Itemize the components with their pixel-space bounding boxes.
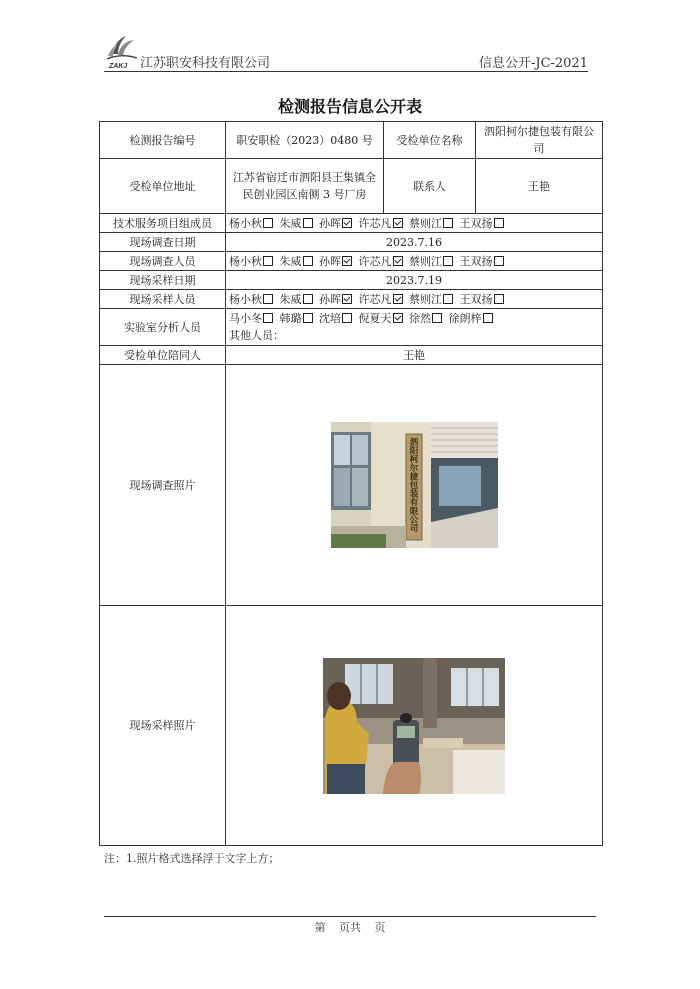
client-address-label: 受检单位地址 (100, 159, 226, 214)
sampling-staff-label: 现场采样人员 (100, 290, 226, 309)
staff-item (280, 312, 316, 325)
staff-name: 朱威 (279, 292, 302, 306)
checkbox-icon (263, 313, 273, 323)
checkbox-checked-icon (342, 294, 352, 304)
checkbox-icon (303, 313, 313, 323)
staff-name: 蔡则江 (409, 254, 442, 268)
staff-name: 王双扬 (459, 292, 493, 306)
staff-item (460, 293, 507, 306)
staff-item (409, 255, 456, 268)
contact-label: 联系人 (384, 159, 476, 214)
team-label: 技术服务项目组成员 (100, 214, 226, 233)
footer-divider (104, 916, 596, 917)
checkbox-icon (263, 218, 273, 228)
client-name-value: 泗阳柯尔捷包装有限公司 (476, 122, 603, 159)
checkbox-checked-icon (393, 313, 403, 323)
staff-name: 孙晖 (319, 216, 341, 230)
company-name: 江苏职安科技有限公司 (140, 56, 271, 71)
staff-item (319, 217, 355, 230)
staff-name: 韩璐 (279, 312, 302, 325)
survey-photo-label: 现场调查照片 (100, 365, 226, 606)
staff-item (229, 293, 276, 306)
staff-name: 朱威 (279, 254, 302, 268)
lab-staff-label: 实验室分析人员 (100, 309, 226, 346)
checkbox-checked-icon (393, 218, 403, 228)
staff-item (319, 312, 355, 325)
checkbox-icon (483, 313, 493, 323)
staff-name: 许芯凡 (358, 254, 392, 268)
survey-staff-label: 现场调查人员 (100, 252, 226, 271)
staff-item (280, 255, 316, 268)
staff-item (409, 293, 456, 306)
checkbox-icon (303, 294, 313, 304)
staff-item (319, 255, 355, 268)
staff-item (359, 255, 406, 268)
staff-item (319, 293, 355, 306)
sampling-photo-label: 现场采样照片 (100, 606, 226, 846)
staff-name: 许芯凡 (358, 216, 392, 230)
staff-item (280, 217, 316, 230)
sampling-photo-cell (226, 606, 603, 846)
svg-text:ZAKJ: ZAKJ (109, 63, 128, 70)
staff-name: 杨小秋 (229, 216, 262, 230)
sampling-date-value: 2023.7.19 (226, 271, 603, 290)
client-address-value: 江苏省宿迁市泗阳县王集镇全民创业园区南侧 3 号厂房 (226, 159, 384, 214)
checkbox-icon (494, 294, 504, 304)
report-no-value: 职安职检（2023）0480 号 (226, 122, 384, 159)
staff-name: 朱威 (279, 216, 302, 230)
staff-name: 王双扬 (459, 216, 493, 230)
team-members (226, 214, 603, 233)
company-logo (104, 32, 140, 70)
checkbox-icon (263, 256, 273, 266)
staff-item (229, 217, 276, 230)
document-number: 信息公开-JC-2021 (478, 56, 588, 71)
checkbox-icon (303, 256, 313, 266)
staff-name: 蔡则江 (409, 292, 442, 306)
header-divider (104, 71, 588, 72)
checkbox-checked-icon (342, 218, 352, 228)
staff-name: 徐朗梓 (448, 312, 482, 325)
staff-name: 蔡则江 (409, 216, 442, 230)
staff-item (280, 293, 316, 306)
lab-other-staff: 其他人员： (229, 329, 284, 342)
checkbox-icon (432, 313, 442, 323)
sign-text: 泗阳柯尔捷包装有限公司 (409, 438, 418, 534)
staff-name: 杨小秋 (229, 292, 262, 306)
staff-name: 杨小秋 (229, 254, 262, 268)
staff-name: 许芯凡 (358, 292, 392, 306)
page-title: 检测报告信息公开表 (277, 97, 422, 116)
checkbox-icon (263, 294, 273, 304)
client-name-label: 受检单位名称 (384, 122, 476, 159)
staff-item (229, 255, 276, 268)
survey-photo-cell (226, 365, 603, 606)
checkbox-icon (494, 256, 504, 266)
report-no-label: 检测报告编号 (100, 122, 226, 159)
contact-value: 王艳 (476, 159, 603, 214)
checkbox-icon (443, 256, 453, 266)
staff-name: 孙晖 (319, 292, 341, 306)
staff-item (460, 217, 507, 230)
checkbox-icon (443, 294, 453, 304)
survey-staff (226, 252, 603, 271)
staff-name: 徐然 (409, 312, 431, 325)
staff-item (409, 312, 445, 325)
report-info-table (99, 121, 603, 846)
footnote: 注：1.照片格式选择浮于文字上方； (104, 852, 280, 865)
staff-name: 王双扬 (459, 254, 493, 268)
staff-name: 马小冬 (229, 312, 262, 325)
staff-item (359, 293, 406, 306)
checkbox-checked-icon (393, 256, 403, 266)
sampling-photo (323, 658, 505, 794)
survey-date-label: 现场调查日期 (100, 233, 226, 252)
staff-name: 孙晖 (319, 254, 341, 268)
checkbox-icon (303, 218, 313, 228)
staff-item (460, 255, 507, 268)
staff-item (229, 312, 276, 325)
escort-label: 受检单位陪同人 (100, 346, 226, 365)
escort-value: 王艳 (226, 346, 603, 365)
staff-name: 沈培 (319, 312, 341, 325)
sampling-date-label: 现场采样日期 (100, 271, 226, 290)
survey-photo (331, 422, 498, 548)
page-number: 第 页共 页 (314, 921, 386, 934)
staff-name: 倪夏天 (358, 312, 392, 325)
staff-item (449, 312, 496, 325)
checkbox-checked-icon (393, 294, 403, 304)
staff-item (359, 312, 406, 325)
checkbox-icon (494, 218, 504, 228)
survey-date-value: 2023.7.16 (226, 233, 603, 252)
page-header (104, 32, 588, 70)
staff-item (359, 217, 406, 230)
sampling-staff (226, 290, 603, 309)
staff-item (409, 217, 456, 230)
checkbox-icon (443, 218, 453, 228)
lab-staff (226, 309, 603, 346)
checkbox-icon (342, 313, 352, 323)
checkbox-checked-icon (342, 256, 352, 266)
